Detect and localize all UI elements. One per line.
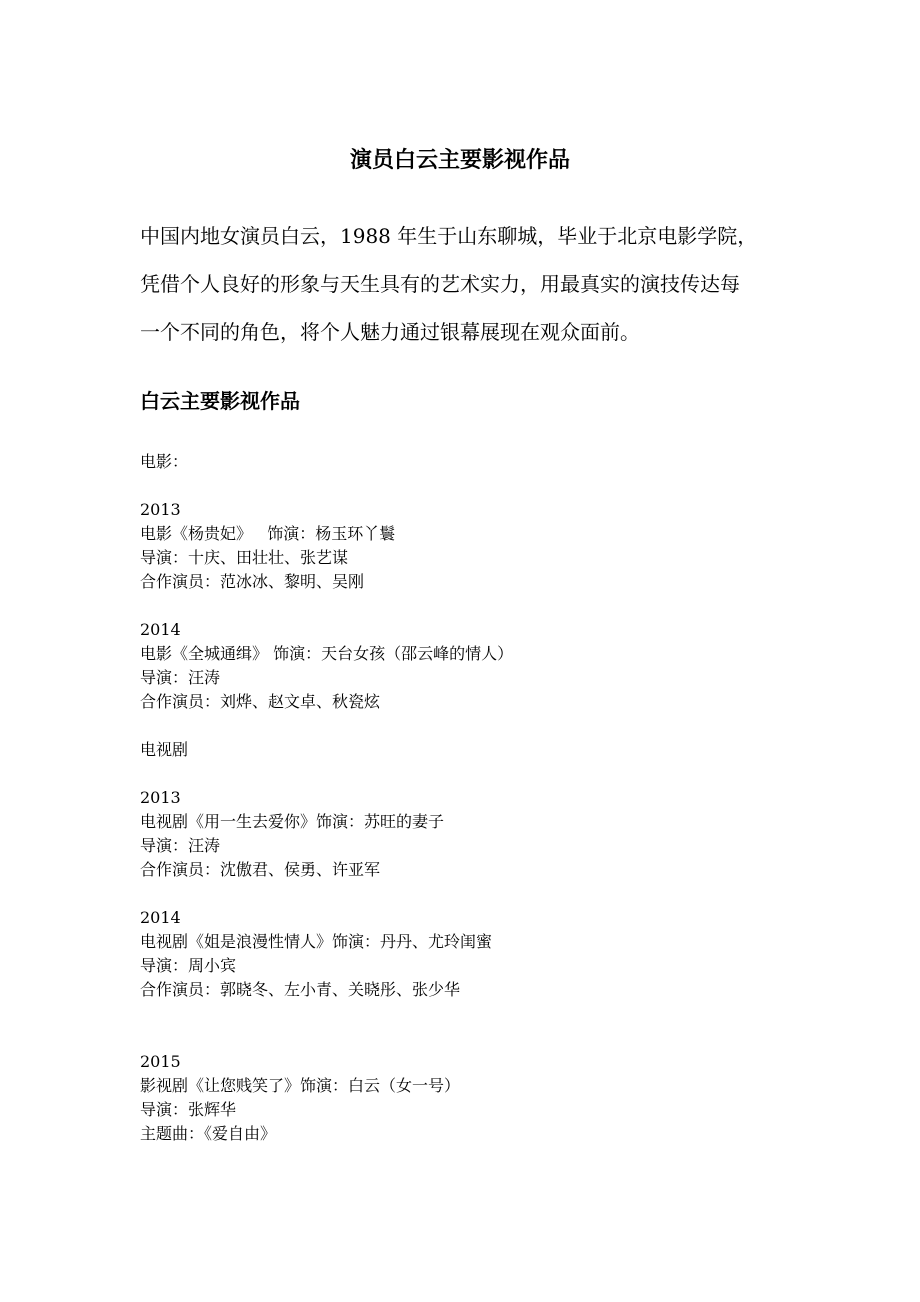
film-label: 电影： — [140, 452, 189, 471]
entry-title: 电视剧《姐是浪漫性情人》饰演：丹丹、尤玲闺蜜 — [140, 932, 493, 951]
intro-line: 一个不同的角色，将个人魅力通过银幕展现在观众面前。 — [140, 320, 640, 344]
film-entry — [140, 618, 790, 714]
entry-director: 导演：张辉华 — [140, 1100, 237, 1119]
entry-year: 2013 — [140, 500, 181, 519]
entry-costars: 合作演员：郭晓冬、左小青、关晓彤、张少华 — [140, 980, 461, 999]
entry-director: 导演：十庆、田壮壮、张艺谋 — [140, 548, 349, 567]
entry-title: 电影《杨贵妃》 饰演：杨玉环丫鬟 — [140, 524, 396, 543]
entry-theme-song: 主题曲：《爱自由》 — [140, 1124, 277, 1143]
extra-entry — [140, 1050, 790, 1146]
entry-title: 影视剧《让您贱笑了》饰演：白云（女一号） — [140, 1076, 461, 1095]
entry-year: 2013 — [140, 788, 181, 807]
tv-entry — [140, 786, 790, 882]
entry-year: 2015 — [140, 1052, 181, 1071]
entry-director: 导演：汪涛 — [140, 668, 221, 687]
intro-line: 中国内地女演员白云，1988 年生于山东聊城，毕业于北京电影学院， — [140, 224, 758, 248]
entry-costars: 合作演员：沈傲君、侯勇、许亚军 — [140, 860, 381, 879]
entry-year: 2014 — [140, 620, 181, 639]
entry-costars: 合作演员：范冰冰、黎明、吴刚 — [140, 572, 365, 591]
tv-label: 电视剧 — [140, 740, 189, 759]
intro-paragraph — [140, 212, 790, 356]
works-list — [140, 450, 790, 1146]
entry-costars: 合作演员：刘烨、赵文卓、秋瓷炫 — [140, 692, 381, 711]
entry-year: 2014 — [140, 908, 181, 927]
film-entry — [140, 498, 790, 594]
entry-director: 导演：汪涛 — [140, 836, 221, 855]
entry-title: 电视剧《用一生去爱你》饰演：苏旺的妻子 — [140, 812, 445, 831]
tv-entry — [140, 906, 790, 1002]
entry-title: 电影《全城通缉》 饰演：天台女孩（邵云峰的情人） — [140, 644, 514, 663]
section-heading: 白云主要影视作品 — [140, 389, 300, 413]
intro-line: 凭借个人良好的形象与天生具有的艺术实力，用最真实的演技传达每 — [140, 272, 740, 296]
page-title: 演员白云主要影视作品 — [349, 147, 570, 173]
entry-director: 导演：周小宾 — [140, 956, 237, 975]
